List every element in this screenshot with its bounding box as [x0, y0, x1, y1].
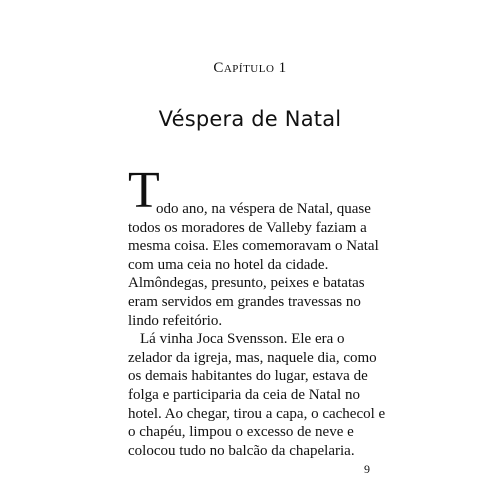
paragraph-1-line-3: mesma coisa. Eles comemoravam o Natal	[128, 238, 379, 255]
paragraph-2	[128, 330, 386, 460]
paragraph-2-line-2: zelador da igreja, mas, naquele dia, como	[128, 349, 377, 366]
body-text	[128, 162, 386, 460]
paragraph-2-line-7: colocou tudo no balcão da chapelaria.	[128, 442, 355, 459]
chapter-label: Capítulo 1	[213, 60, 287, 76]
paragraph-1	[128, 162, 379, 330]
page-number: 9	[364, 462, 370, 476]
drop-cap: T	[128, 162, 160, 219]
paragraph-1-line-1	[128, 162, 378, 219]
paragraph-1-line-6: eram servidos em grandes travessas no	[128, 293, 361, 310]
paragraph-1-line-2: todos os moradores de Valleby faziam a	[128, 219, 367, 236]
chapter-title: Véspera de Natal	[158, 107, 342, 131]
paragraph-2-line-6: o chapéu, limpou o excesso de neve e	[128, 424, 354, 441]
paragraph-2-line-4: folga e participaria da ceia de Natal no	[128, 386, 360, 403]
paragraph-2-line-3: os demais habitantes do lugar, estava de	[128, 368, 368, 385]
paragraph-2-line-5: hotel. Ao chegar, tirou a capa, o cachecol e	[128, 405, 386, 422]
paragraph-1-line-7: lindo refeitório.	[128, 312, 223, 329]
line-text: odo ano, na véspera de Natal, quase	[156, 201, 371, 217]
paragraph-1-line-5: Almôndegas, presunto, peixes e batatas	[128, 275, 365, 292]
paragraph-1-line-4: com uma ceia no hotel da cidade.	[128, 256, 329, 273]
paragraph-2-line-1: Lá vinha Joca Svensson. Ele era o	[140, 331, 345, 348]
